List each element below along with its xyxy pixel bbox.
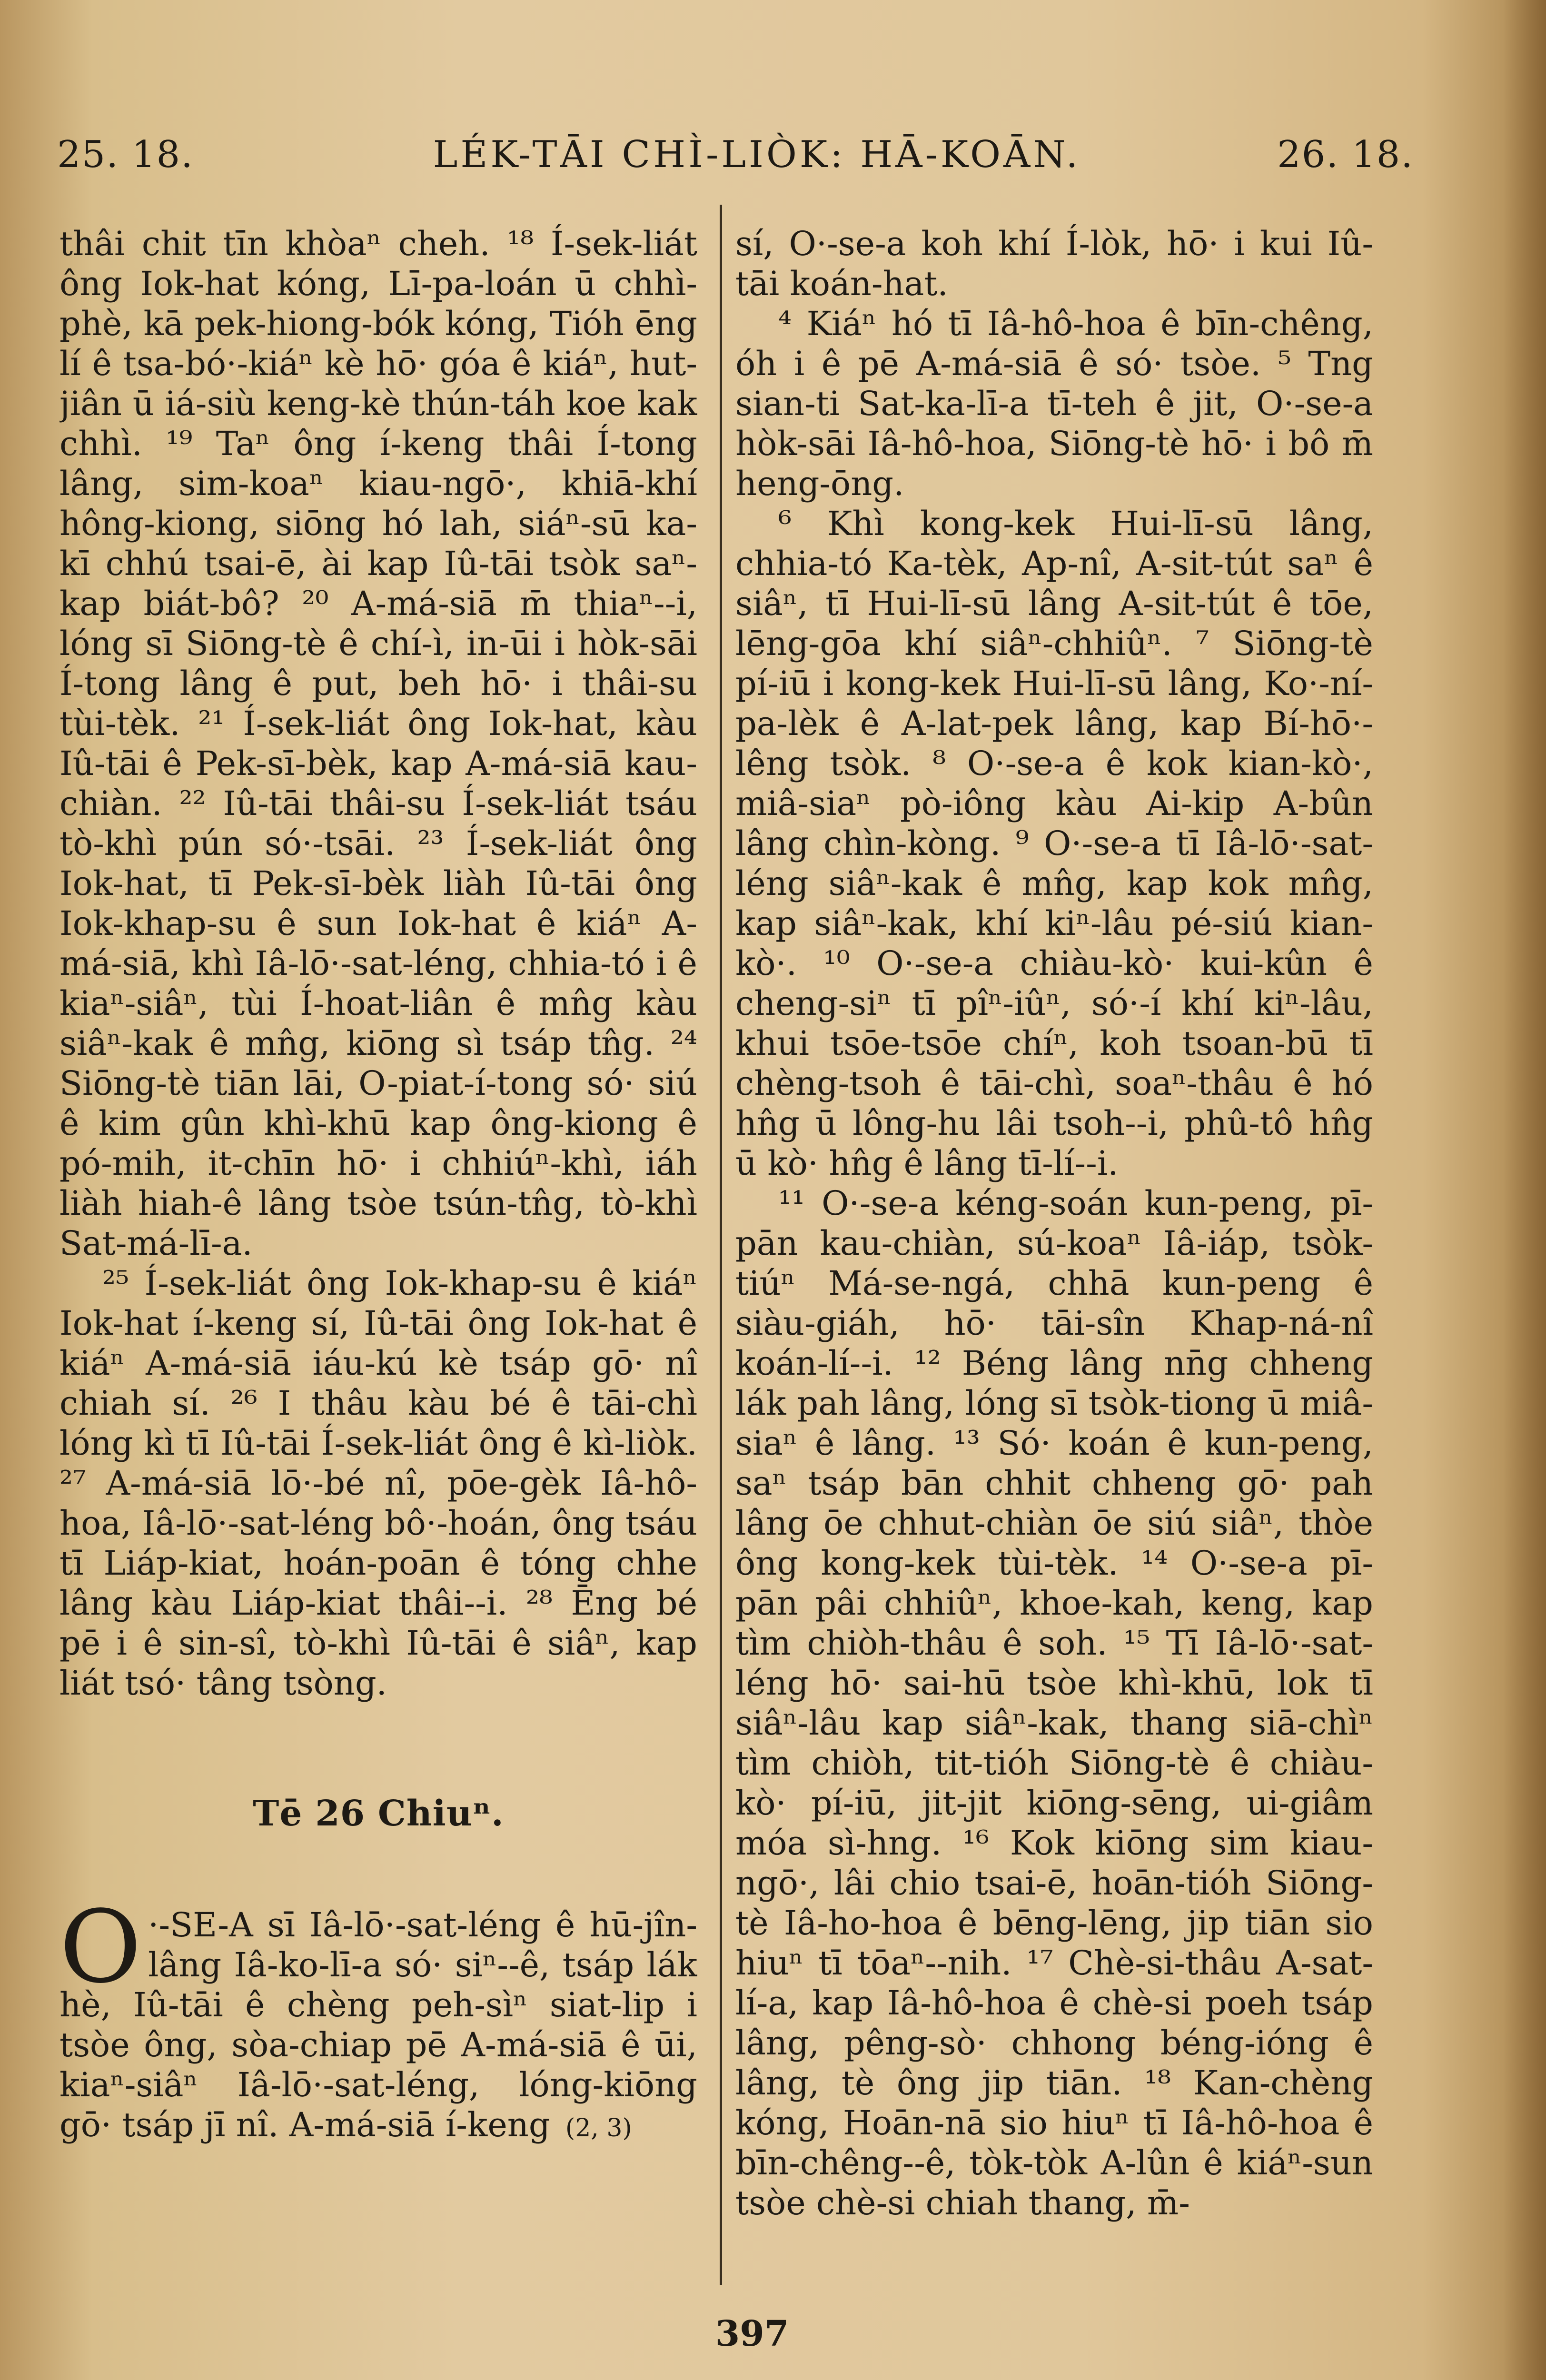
right-paragraph-2: ⁴ Kiáⁿ hó tī Iâ-hô-hoa ê bīn-chêng, óh i ê pē A-má-siā ê só· tsòe. ⁵ Tng sian-ti Sat-ka-lī-a tī-teh ê jit, O·-se-a hòk-sāi Iâ-hô-hoa, Siōng-tè hō· i bô m̄ heng-ōng.: [735, 304, 1373, 503]
verse-marker: (2, 3): [565, 2114, 632, 2142]
page-edge-shadow-right: [1503, 0, 1546, 2380]
header-right-reference: 26. 18.: [1277, 133, 1414, 176]
left-paragraph-2: ²⁵ Í-sek-liát ông Iok-khap-su ê kiáⁿ Iok-hat í-keng sí, Iû-tāi ông Iok-hat ê kiáⁿ A-má-siā iáu-kú kè tsáp gō· nî chiah sí. ²⁶ I thâu kàu bé ê tāi-chì lóng kì tī Iû-tāi Í-sek-liát ông ê kì-liòk. ²⁷ A-má-siā lō·-bé nî, pōe-gèk Iâ-hô-hoa, Iâ-lō·-sat-léng bô·-hoán, ông tsáu tī Liáp-kiat, hoán-poān ê tóng chhe lâng kàu Liáp-kiat thâi--i. ²⁸ Ēng bé pē i ê sin-sî, tò-khì Iû-tāi ê siâⁿ, kap liát tsó· tâng tsòng.: [59, 1264, 697, 1703]
right-paragraph-3: ⁶ Khì kong-kek Hui-lī-sū lâng, chhia-tó Ka-tèk, Ap-nî, A-sit-tút saⁿ ê siâⁿ, tī Hui-lī-sū lâng A-sit-tút ê tōe, lēng-gōa khí siâⁿ-chhiûⁿ. ⁷ Siōng-tè pí-iū i kong-kek Hui-lī-sū lâng, Ko·-ní-pa-lèk ê A-lat-pek lâng, kap Bí-hō·-lêng tsòk. ⁸ O·-se-a ê kok kian-kò·, miâ-siaⁿ pò-iông kàu Ai-kip A-bûn lâng chìn-kòng. ⁹ O·-se-a tī Iâ-lō·-sat-léng siâⁿ-kak ê mn̂g, kap kok mn̂g, kap siâⁿ-kak, khí kiⁿ-lâu pé-siú kian-kò·. ¹⁰ O·-se-a chiàu-kò· kui-kûn ê cheng-siⁿ tī pîⁿ-iûⁿ, só·-í khí kiⁿ-lâu, khui tsōe-tsōe chíⁿ, koh tsoan-bū tī chèng-tsoh ê tāi-chì, soaⁿ-thâu ê hó hn̂g ū lông-hu lâi tsoh--i, phû-tô hn̂g ū kò· hn̂g ê lâng tī-lí--i.: [735, 504, 1373, 1183]
header-left-reference: 25. 18.: [57, 133, 194, 176]
right-column: [735, 224, 1373, 2261]
chapter-heading: Tē 26 Chiuⁿ.: [253, 1793, 504, 1834]
drop-cap: O: [59, 1889, 142, 2005]
page-number: 397: [715, 2313, 789, 2354]
chapter-opening-text: ·-SE-A sī Iâ-lō·-sat-léng ê hū-jîn-lâng Iâ-ko-lī-a só· siⁿ--ê, tsáp lák hè, Iû-tāi ê chèng peh-sìⁿ siat-lip i tsòe ông, sòa-chiap pē A-má-siā ê ūi, kiaⁿ-siâⁿ Iâ-lō·-sat-léng, lóng-kiōng gō· tsáp jī nî. A-má-siā í-keng: [59, 1905, 697, 2144]
right-paragraph-1: sí, O·-se-a koh khí Í-lòk, hō· i kui Iû-tāi koán-hat.: [735, 224, 1373, 303]
left-column: [59, 224, 697, 2261]
left-paragraph-1: thâi chit tīn khòaⁿ cheh. ¹⁸ Í-sek-liát ông Iok-hat kóng, Lī-pa-loán ū chhì-phè, kā pek-hiong-bók kóng, Tióh ēng lí ê tsa-bó·-kiáⁿ kè hō· góa ê kiáⁿ, hut-jiân ū iá-siù keng-kè thún-táh koe kak chhì. ¹⁹ Taⁿ ông í-keng thâi Í-tong lâng, sim-koaⁿ kiau-ngō·, khiā-khí hông-kiong, siōng hó lah, siáⁿ-sū ka-kī chhú tsai-ē, ài kap Iû-tāi tsòk saⁿ-kap biát-bô? ²⁰ A-má-siā m̄ thiaⁿ--i, lóng sī Siōng-tè ê chí-ì, in-ūi i hòk-sāi Í-tong lâng ê put, beh hō· i thâi-su tùi-tèk. ²¹ Í-sek-liát ông Iok-hat, kàu Iû-tāi ê Pek-sī-bèk, kap A-má-siā kau-chiàn. ²² Iû-tāi thâi-su Í-sek-liát tsáu tò-khì pún só·-tsāi. ²³ Í-sek-liát ông Iok-hat, tī Pek-sī-bèk liàh Iû-tāi ông Iok-khap-su ê sun Iok-hat ê kiáⁿ A-má-siā, khì Iâ-lō·-sat-léng, chhia-tó i ê kiaⁿ-siâⁿ, tùi Í-hoat-liân ê mn̂g kàu siâⁿ-kak ê mn̂g, kiōng sì tsáp tn̂g. ²⁴ Siōng-tè tiān lāi, O-piat-í-tong só· siú ê kim gûn khì-khū kap ông-kiong ê pó-mih, it-chīn hō· i chhiúⁿ-khì, iáh liàh hiah-ê lâng tsòe tsún-tn̂g, tò-khì Sat-má-lī-a.: [59, 224, 697, 1263]
right-paragraph-4: ¹¹ O·-se-a kéng-soán kun-peng, pī-pān kau-chiàn, sú-koaⁿ Iâ-iáp, tsòk-tiúⁿ Má-se-ngá, chhā kun-peng ê siàu-giáh, hō· tāi-sîn Khap-ná-nî koán-lí--i. ¹² Béng lâng nn̄g chheng lák pah lâng, lóng sī tsòk-tiong ū miâ-siaⁿ ê lâng. ¹³ Só· koán ê kun-peng, saⁿ tsáp bān chhit chheng gō· pah lâng ōe chhut-chiàn ōe siú siâⁿ, thòe ông kong-kek tùi-tèk. ¹⁴ O·-se-a pī-pān pâi chhiûⁿ, khoe-kah, keng, kap tìm chiòh-thâu ê soh. ¹⁵ Tī Iâ-lō·-sat-léng hō· sai-hū tsòe khì-khū, lok tī siâⁿ-lâu kap siâⁿ-kak, thang siā-chìⁿ tìm chiòh, tit-tióh Siōng-tè ê chiàu-kò· pí-iū, jit-jit kiōng-sēng, ui-giâm móa sì-hng. ¹⁶ Kok kiōng sim kiau-ngō·, lâi chio tsai-ē, hoān-tióh Siōng-tè Iâ-ho-hoa ê bēng-lēng, jip tiān sio hiuⁿ tī tōaⁿ--nih. ¹⁷ Chè-si-thâu A-sat-lí-a, kap Iâ-hô-hoa ê chè-si poeh tsáp lâng, pêng-sò· chhong béng-ióng ê lâng, tè ông jip tiān. ¹⁸ Kan-chèng kóng, Hoān-nā sio hiuⁿ tī Iâ-hô-hoa ê bīn-chêng--ê, tòk-tòk A-lûn ê kiáⁿ-sun tsòe chè-si chiah thang, m̄-: [735, 1184, 1373, 2222]
column-divider: [720, 205, 722, 2285]
running-header: [57, 119, 1414, 190]
header-book-title: LÉK-TĀI CHÌ-LIÒK: HĀ-KOĀN.: [433, 133, 1081, 176]
chapter-opening-paragraph: [59, 1889, 697, 2148]
